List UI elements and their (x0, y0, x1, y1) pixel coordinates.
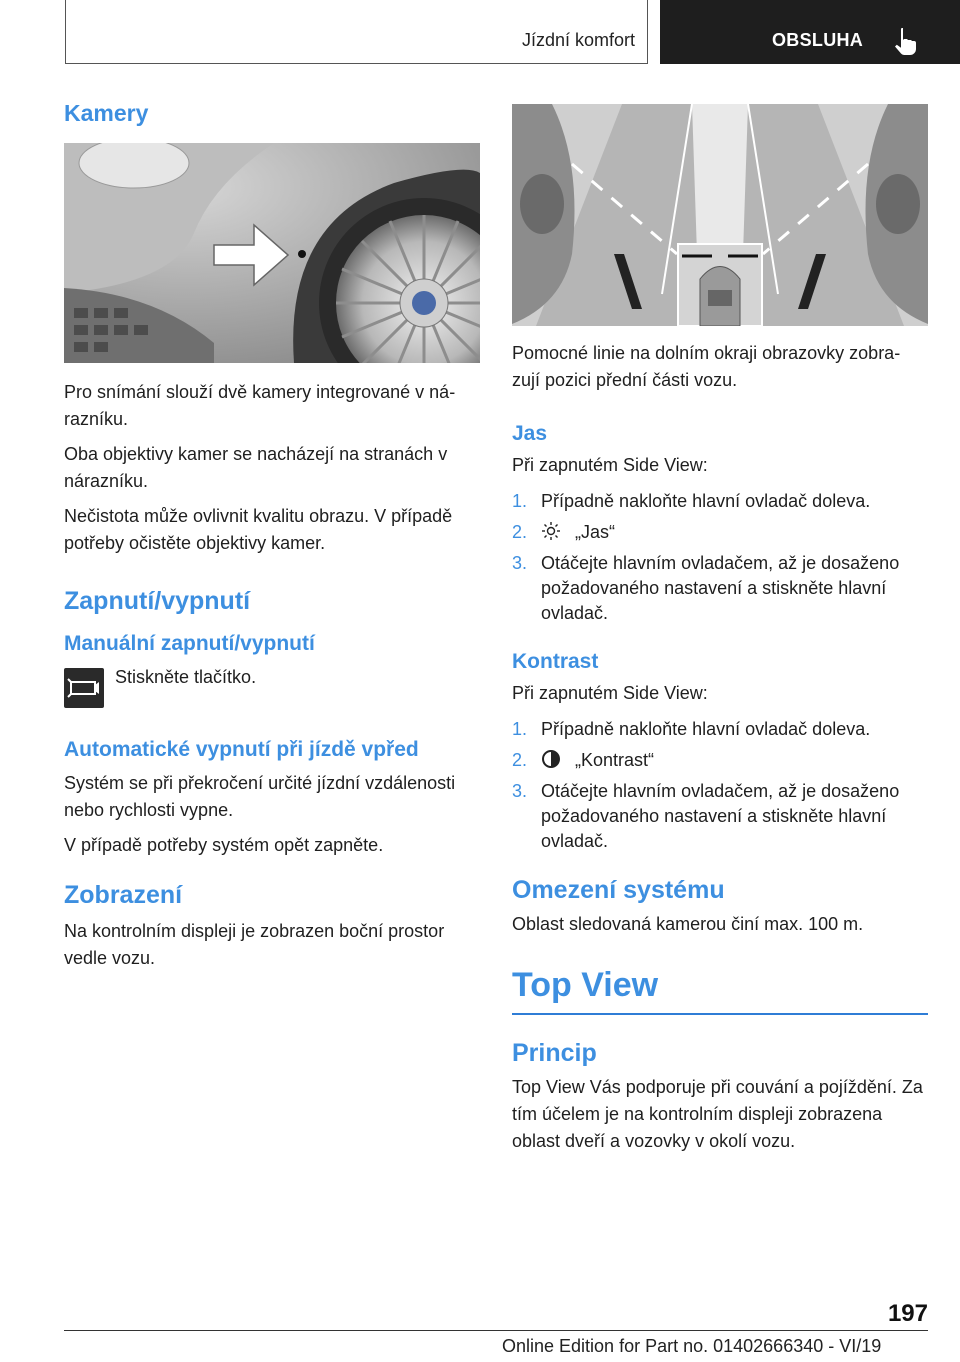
figure-caption: Pomocné linie na dolním okraji obrazovky zobra-zují pozici přední části vozu. (512, 343, 901, 390)
hand-pointer-icon (893, 26, 921, 56)
auto-text-1: Systém se při překročení určité jízdní vzdálenosti nebo rychlosti vypne. (64, 773, 456, 820)
brightness-icon (541, 521, 561, 541)
list-item (512, 779, 928, 854)
step-number: 1. (512, 719, 528, 739)
left-column (64, 100, 480, 972)
omezeni-text: Oblast sledovaná kamerou činí max. 100 m. (512, 914, 864, 934)
heading-jas: Jas (512, 422, 548, 445)
list-item (512, 717, 928, 742)
step-text: „Kontrast“ (575, 750, 655, 770)
camera-location-photo (64, 143, 480, 363)
list-item (512, 748, 928, 773)
jas-intro: Při zapnutém Side View: (512, 455, 708, 475)
heading-kontrast: Kontrast (512, 650, 599, 673)
heading-auto-off: Automatické vypnutí při jízdě vpřed (64, 738, 419, 761)
step-text: Otáčejte hlavním ovladačem, až je dosaženo požadovaného nastavení a stiskněte hlavní ovladač. (541, 781, 900, 851)
step-number: 2. (512, 750, 528, 770)
kontrast-steps (512, 717, 928, 854)
heading-omezeni: Omezení systému (512, 876, 725, 904)
step-number: 3. (512, 553, 528, 573)
list-item (512, 489, 928, 514)
heading-kamery: Kamery (64, 100, 149, 126)
step-number: 1. (512, 491, 528, 511)
heading-zapnuti: Zapnutí/vypnutí (64, 587, 251, 615)
camera-button-icon (64, 668, 104, 708)
header-section-title-box (65, 0, 648, 64)
kamery-text-1: Pro snímání slouží dvě kamery integrované v ná-razníku. (64, 382, 456, 429)
jas-steps (512, 489, 928, 626)
zobrazeni-text: Na kontrolním displeji je zobrazen boční prostor vedle vozu. (64, 921, 445, 968)
side-view-display-illustration (512, 104, 928, 326)
step-number: 3. (512, 781, 528, 801)
heading-top-view: Top View (512, 966, 659, 1004)
step-text: Případně nakloňte hlavní ovladač doleva. (541, 719, 871, 739)
right-column (512, 104, 928, 1155)
kamery-text-3: Nečistota může ovlivnit kvalitu obrazu. V případě potřeby očistěte objektivy kamer. (64, 506, 453, 553)
header-section-title: Jízdní komfort (521, 30, 635, 50)
princip-text: Top View Vás podporuje při couvání a pojíždění. Za tím účelem je na kontrolním displeji zobrazena oblast dveří a vozovky v okolí vozu. (512, 1077, 923, 1151)
manual-instruction: Stiskněte tlačítko. (115, 667, 257, 687)
header-tab-label: OBSLUHA (772, 30, 864, 50)
list-item (512, 520, 928, 545)
page-number: 197 (887, 1300, 928, 1327)
step-text: „Jas“ (575, 522, 615, 542)
step-text: Otáčejte hlavním ovladačem, až je dosaženo požadovaného nastavení a stiskněte hlavní ovladač. (541, 553, 900, 623)
contrast-icon (541, 749, 561, 769)
heading-princip: Princip (512, 1039, 597, 1067)
kamery-text-2: Oba objektivy kamer se nacházejí na stranách v nárazníku. (64, 444, 448, 491)
list-item (512, 551, 928, 626)
auto-text-2: V případě potřeby systém opět zapněte. (64, 835, 384, 855)
footer-divider (64, 1330, 928, 1331)
kontrast-intro: Při zapnutém Side View: (512, 683, 708, 703)
heading-zobrazeni: Zobrazení (64, 881, 183, 909)
heading-manual: Manuální zapnutí/vypnutí (64, 632, 315, 655)
step-text: Případně nakloňte hlavní ovladač doleva. (541, 491, 871, 511)
step-number: 2. (512, 522, 528, 542)
edition-note: Online Edition for Part no. 01402666340 - VI/19 (502, 1336, 882, 1356)
